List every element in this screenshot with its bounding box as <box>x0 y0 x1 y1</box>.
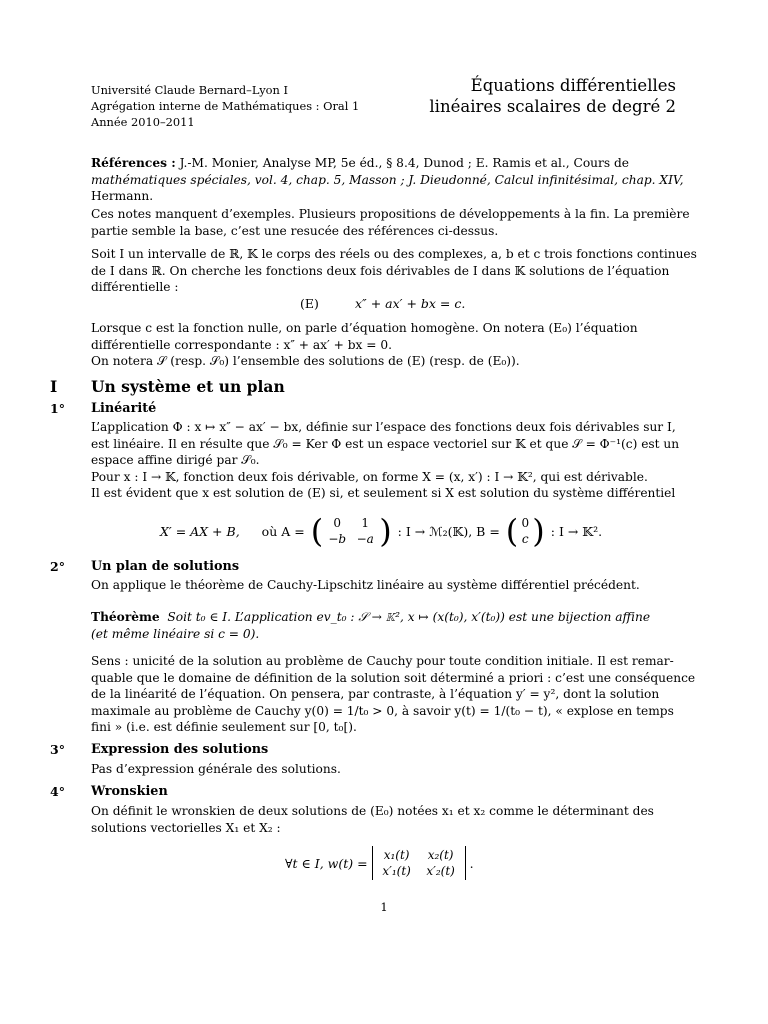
vector-b1: 0 <box>521 516 530 530</box>
det-11: x₁(t) <box>383 848 410 862</box>
system-formula <box>160 513 602 549</box>
references-line-2: mathématiques spéciales, vol. 4, chap. 5, Masson ; J. Dieudonné, Calcul infinitésimal, chap. XIV, <box>91 172 684 187</box>
theorem-label: Théorème <box>91 610 160 624</box>
title-line-2: linéaires scalaires de degré 2 <box>429 97 676 116</box>
sub1-line-4: Pour x : I → 𝕂, fonction deux fois dérivable, on forme X = (x, x′) : I → 𝕂², qui est dérivable. <box>91 469 648 484</box>
sens-line-4: maximale au problème de Cauchy y(0) = 1/t₀ > 0, à savoir y(t) = 1/(t₀ − t), « explose en temps <box>91 703 674 718</box>
header-year: Année 2010–2011 <box>91 115 195 129</box>
matrix-a22: −a <box>356 532 374 546</box>
right-paren-b: ) <box>532 512 545 550</box>
matrix-a12: 1 <box>361 516 369 530</box>
subsection-4-title: Wronskien <box>91 784 168 799</box>
theorem-line-1 <box>91 609 677 626</box>
header-institution <box>91 82 411 130</box>
left-paren-b: ( <box>505 512 519 550</box>
det-21: x′₁(t) <box>382 864 411 878</box>
det-22: x′₂(t) <box>426 864 455 878</box>
sub4-line-1: On définit le wronskien de deux solutions de (E₀) notées x₁ et x₂ comme le déterminant des <box>91 804 654 818</box>
subsection-2-line-1: On applique le théorème de Cauchy-Lipschitz linéaire au système différentiel précédent. <box>91 578 640 592</box>
references-line-3: Hermann. <box>91 189 154 203</box>
wronskian-formula <box>285 844 474 882</box>
section-number: I <box>50 377 58 396</box>
matrix-a21: −b <box>328 532 347 546</box>
system-left: X′ = AX + B, <box>160 523 240 539</box>
left-paren: ( <box>310 512 324 550</box>
references-label: Références : <box>91 156 176 170</box>
subsection-3-line-1: Pas d’expression générale des solutions. <box>91 762 341 776</box>
intro-p1-line-1: Ces notes manquent d’exemples. Plusieurs propositions de développements à la fin. La première <box>91 207 690 221</box>
sub1-line-2: est linéaire. Il en résulte que 𝒮₀ = Ker Φ est un espace vectoriel sur 𝕂 et que 𝒮 = Φ⁻¹(c) est un <box>91 436 680 451</box>
subsection-4-body <box>91 803 677 836</box>
system-right: : I → 𝕂². <box>550 523 603 539</box>
sens-paragraph <box>91 653 696 736</box>
equation-label: (E) <box>300 296 319 311</box>
intro-p3-line-1: Lorsque c est la fonction nulle, on parle d’équation homogène. On notera (E₀) l’équation <box>91 321 638 335</box>
references-text-1: J.-M. Monier, Analyse MP, 5e éd., § 8.4, Dunod ; E. Ramis et al., Cours de <box>179 156 629 170</box>
subsection-2-number: 2° <box>50 559 65 574</box>
header-university: Université Claude Bernard–Lyon I <box>91 83 288 97</box>
sub4-line-2: solutions vectorielles X₁ et X₂ : <box>91 820 281 835</box>
title-line-1: Équations différentielles <box>470 76 676 95</box>
intro-p2-line-2: de I dans ℝ. On cherche les fonctions deux fois dérivables de I dans 𝕂 solutions de l’équation <box>91 263 670 278</box>
sub1-line-3: espace affine dirigé par 𝒮₀. <box>91 453 260 467</box>
subsection-3-number: 3° <box>50 742 65 757</box>
intro-paragraph-3 <box>91 320 677 370</box>
header-course: Agrégation interne de Mathématiques : Oral 1 <box>91 99 360 113</box>
intro-p2-line-3: différentielle : <box>91 280 179 294</box>
vector-b2: c <box>521 532 529 546</box>
det-12: x₂(t) <box>427 848 454 862</box>
intro-p3-line-3: On notera 𝒮 (resp. 𝒮₀) l’ensemble des solutions de (E) (resp. de (E₀)). <box>91 354 520 368</box>
determinant <box>372 846 466 880</box>
intro-paragraph-1 <box>91 206 690 239</box>
theorem-text-1: Soit t₀ ∈ I. L’application ev_t₀ : 𝒮 → 𝕂², x ↦ (x(t₀), x′(t₀)) est une bijection affine <box>167 610 651 624</box>
subsection-1-number: 1° <box>50 401 65 416</box>
references-block <box>91 155 684 205</box>
equation-E: x″ + ax′ + bx = c. <box>355 296 466 311</box>
section-title: Un système et un plan <box>91 377 285 396</box>
intro-p2-line-1: Soit I un intervalle de ℝ, 𝕂 le corps des réels ou des complexes, a, b et c trois fonctions continues <box>91 247 697 261</box>
intro-p3-line-2: différentielle correspondante : x″ + ax′ + bx = 0. <box>91 337 393 352</box>
page-number: 1 <box>380 900 388 914</box>
wronskian-left: ∀t ∈ I, w(t) = <box>285 855 368 871</box>
document-title <box>400 75 676 117</box>
intro-paragraph-2 <box>91 246 697 296</box>
subsection-3-title: Expression des solutions <box>91 742 269 757</box>
subsection-4-number: 4° <box>50 784 65 799</box>
vector-B <box>505 512 545 550</box>
references-line-1 <box>91 155 677 172</box>
system-mid: : I → ℳ₂(𝕂), B = <box>397 523 500 539</box>
sens-line-1: Sens : unicité de la solution au problème de Cauchy pour toute condition initiale. Il est remar- <box>91 654 674 668</box>
sub1-line-5: Il est évident que x est solution de (E) si, et seulement si X est solution du système différentiel <box>91 486 676 500</box>
theorem-block <box>91 609 677 642</box>
sens-line-5: fini » (i.e. est définie seulement sur [0, t₀[). <box>91 720 357 734</box>
right-paren: ) <box>379 512 392 550</box>
sens-line-3: de la linéarité de l’équation. On pensera, par contraste, à l’équation y′ = y², dont la solution <box>91 687 660 701</box>
sub1-line-1: L’application Φ : x ↦ x″ − ax′ − bx, définie sur l’espace des fonctions deux fois dérivables sur I, <box>91 420 676 434</box>
subsection-1-title: Linéarité <box>91 401 157 416</box>
matrix-a11: 0 <box>333 516 341 530</box>
wronskian-end: . <box>469 855 474 871</box>
theorem-line-2: (et même linéaire si c = 0). <box>91 626 260 641</box>
subsection-1-body <box>91 419 680 502</box>
matrix-A <box>310 512 392 550</box>
intro-p1-line-2: partie semble la base, c’est une resucée des références ci-dessus. <box>91 223 499 238</box>
subsection-2-title: Un plan de solutions <box>91 559 240 574</box>
sens-line-2: quable que le domaine de définition de la solution soit déterminé a priori : c’est une conséquence <box>91 670 696 685</box>
system-ou: où A = <box>261 523 305 539</box>
